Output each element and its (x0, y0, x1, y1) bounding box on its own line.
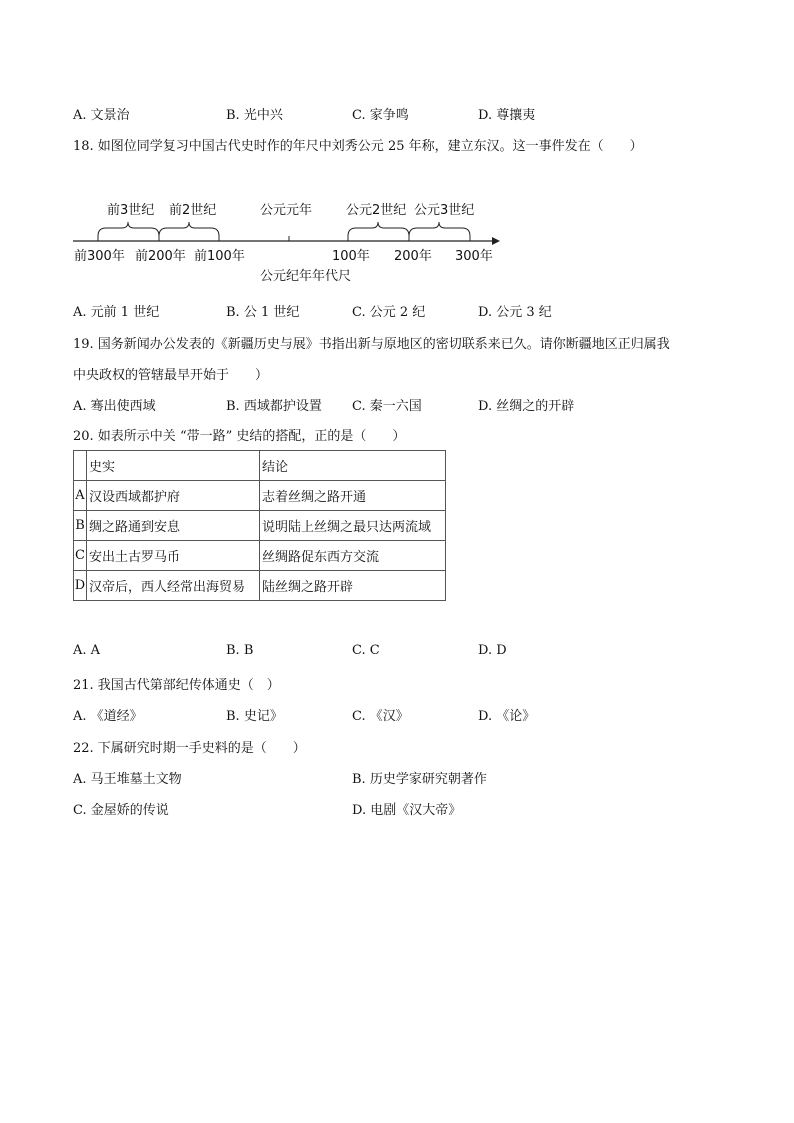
q20-option-a: A. A (73, 643, 101, 658)
q19-option-a: A. 骞出使西域 (73, 399, 156, 414)
table-row (74, 481, 446, 511)
brace-bc2 (159, 222, 219, 236)
tick-label-100: 100年 (332, 249, 370, 264)
row-fact: 汉帝后，西人经常出海贸易 (87, 571, 260, 601)
table-header-row (74, 451, 446, 481)
q21-option-b: B. 史记》 (226, 709, 283, 724)
q17-option-b: B. 光中兴 (226, 108, 283, 123)
q18-option-b: B. 公 1 世纪 (226, 305, 300, 320)
brace-ad3 (409, 222, 470, 236)
tick-label-minus-300: 前300年 (74, 249, 125, 264)
row-key: D (74, 571, 87, 601)
q18-option-d: D. 公元 3 纪 (478, 305, 552, 320)
q17-option-a: A. 文景治 (73, 108, 130, 123)
row-fact: 绸之路通到安息 (87, 511, 260, 541)
q20-table (73, 450, 446, 601)
q21-option-c: C. 《汉》 (352, 709, 409, 724)
table-header-fact: 史实 (87, 451, 260, 481)
row-conclusion: 说明陆上丝绸之最只达两流域 (260, 511, 446, 541)
table-row (74, 541, 446, 571)
q17-option-d: D. 尊攘夷 (478, 108, 536, 123)
q18-option-a: A. 元前 1 世纪 (73, 305, 160, 320)
tick-label-200: 200年 (394, 249, 432, 264)
row-fact: 安出土古罗马币 (87, 541, 260, 571)
q21-stem: 21. 我国古代第部纪传体通史（ ） (73, 678, 280, 693)
q20-option-d: D. D (478, 643, 507, 658)
row-fact: 汉设西域都护府 (87, 481, 260, 511)
label-bc2: 前2世纪 (169, 203, 217, 218)
table-row (74, 511, 446, 541)
q17-option-c: C. 家争鸣 (352, 108, 409, 123)
tick-label-minus-200: 前200年 (135, 249, 186, 264)
q20-option-c: C. C (352, 643, 380, 658)
label-year-1: 公元元年 (260, 203, 313, 218)
q22-option-a: A. 马王堆墓土文物 (73, 772, 182, 787)
q18-stem: 18. 如图位同学复习中国古代史时作的年尺中刘秀公元 25 年称，建立东汉。这一事件发在（ ） (73, 139, 643, 154)
q19-stem-line2: 中央政权的管辖最早开始于 ） (73, 368, 269, 383)
q20-option-b: B. B (226, 643, 254, 658)
q19-option-c: C. 秦一六国 (352, 399, 422, 414)
row-conclusion: 陆丝绸之路开辟 (260, 571, 446, 601)
q19-stem-line1: 19. 国务新闻办公发表的《新疆历史与展》书指出新与原地区的密切联系来已久。请你断疆地区正归属我 (73, 337, 670, 352)
q22-option-b: B. 历史学家研究朝著作 (352, 772, 487, 787)
label-bc3: 前3世纪 (107, 203, 155, 218)
q22-option-d: D. 电剧《汉大帝》 (352, 803, 462, 818)
brace-bc3 (98, 222, 159, 236)
table-row (74, 571, 446, 601)
label-ad3: 公元3世纪 (414, 203, 475, 218)
row-key: C (74, 541, 87, 571)
q21-option-a: A. 《道经》 (73, 709, 143, 724)
q19-option-b: B. 西域都护设置 (226, 399, 322, 414)
timeline-diagram (60, 190, 520, 290)
row-key: A (74, 481, 87, 511)
q21-option-d: D. 《论》 (478, 709, 536, 724)
table-header-key (74, 451, 87, 481)
timeline-caption: 公元纪年年代尺 (260, 269, 352, 284)
row-conclusion: 丝绸路促东西方交流 (260, 541, 446, 571)
tick-label-minus-100: 前100年 (194, 249, 245, 264)
table-header-conclusion: 结论 (260, 451, 446, 481)
q19-option-d: D. 丝绸之的开辟 (478, 399, 575, 414)
brace-ad2 (348, 222, 409, 236)
tick-label-300: 300年 (455, 249, 493, 264)
row-key: B (74, 511, 87, 541)
row-conclusion: 志着丝绸之路开通 (260, 481, 446, 511)
label-ad2: 公元2世纪 (346, 203, 407, 218)
q20-stem: 20. 如表所示中关 “带一路” 史结的搭配，正的是（ ） (73, 429, 406, 444)
q18-option-c: C. 公元 2 纪 (352, 305, 426, 320)
q22-option-c: C. 金屋娇的传说 (73, 803, 169, 818)
q22-stem: 22. 下属研究时期一手史料的是（ ） (73, 741, 306, 756)
timeline-arrow-icon (492, 237, 500, 245)
